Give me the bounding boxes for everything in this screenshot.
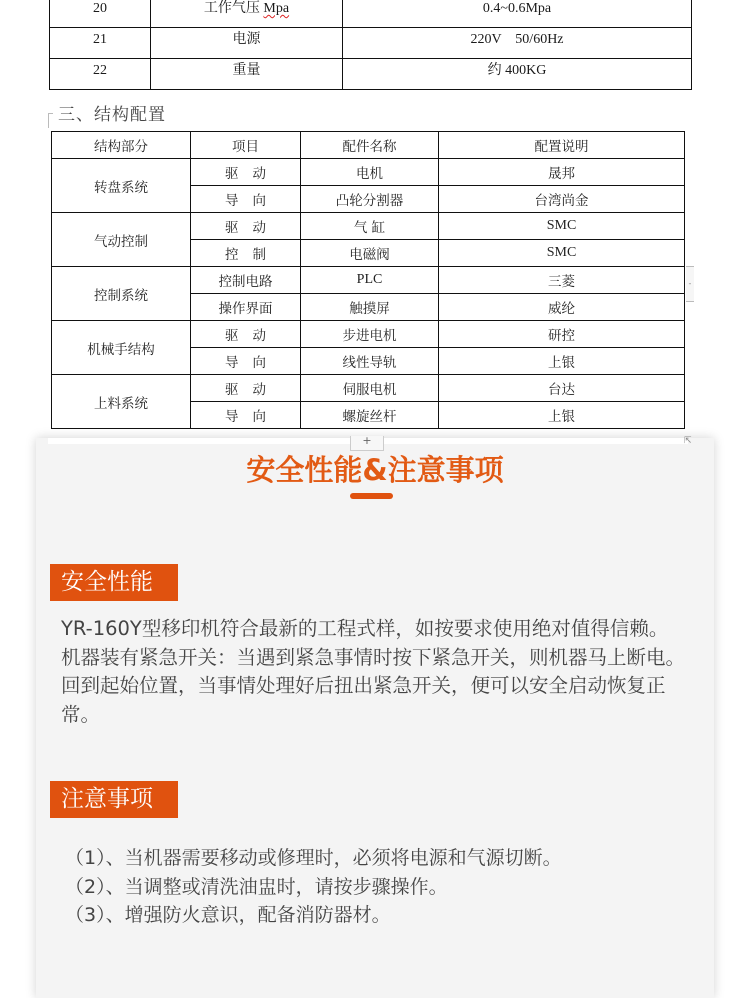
table-row (52, 159, 685, 186)
config-cell: 三菱 (439, 267, 685, 294)
item-cell: 控制电路 (191, 267, 301, 294)
safety-tag: 安全性能 (50, 564, 178, 601)
spec-no: 20 (50, 0, 151, 28)
item-label: 导向 (225, 355, 280, 371)
header-config: 配置说明 (439, 132, 685, 159)
safety-description (61, 615, 701, 729)
item-label: 驱动 (225, 328, 280, 344)
component-cell: 触摸屏 (301, 294, 439, 321)
component-cell: 凸轮分割器 (301, 186, 439, 213)
item-label: 驱动 (225, 382, 280, 398)
part-cell: 机械手结构 (52, 321, 191, 375)
spec-item: 电源 (151, 28, 343, 59)
item-label: 导向 (225, 193, 280, 209)
table-row (50, 0, 692, 28)
notice-list (65, 844, 705, 930)
item-cell (191, 348, 301, 375)
table-row (50, 28, 692, 59)
item-label: 导向 (225, 409, 280, 425)
notice-item: （1）、当机器需要移动或修理时，必须将电源和气源切断。 (65, 847, 562, 869)
item-cell (191, 240, 301, 267)
table-row (52, 375, 685, 402)
safety-paragraph: 机器装有紧急开关：当遇到紧急事情时按下紧急开关，则机器马上断电。回到起始位置，当事情处理好后扭出紧急开关，便可以安全启动恢复正常。 (61, 645, 686, 726)
spec-table (49, 0, 692, 90)
component-cell: 螺旋丝杆 (301, 402, 439, 429)
table-resize-handle-icon[interactable]: ⇱ (684, 436, 692, 446)
item-cell (191, 159, 301, 186)
notice-tag: 注意事项 (50, 781, 178, 818)
item-cell (191, 375, 301, 402)
safety-paragraph: YR-160Y型移印机符合最新的工程式样，如按要求使用绝对值得信赖。 (61, 617, 669, 640)
config-cell: SMC (439, 213, 685, 240)
component-cell: PLC (301, 267, 439, 294)
item-cell (191, 321, 301, 348)
component-cell: 步进电机 (301, 321, 439, 348)
part-cell: 转盘系统 (52, 159, 191, 213)
item-label: 驱动 (225, 220, 280, 236)
item-cell: 操作界面 (191, 294, 301, 321)
header-item: 项目 (191, 132, 301, 159)
component-cell: 电磁阀 (301, 240, 439, 267)
spec-item (151, 0, 343, 28)
item-cell (191, 402, 301, 429)
table-row-handle[interactable]: - (686, 266, 694, 302)
table-row (50, 59, 692, 90)
config-cell: 晟邦 (439, 159, 685, 186)
part-cell: 控制系统 (52, 267, 191, 321)
notice-item: （3）、增强防火意识，配备消防器材。 (65, 904, 391, 926)
config-cell: 上银 (439, 348, 685, 375)
table-row (52, 213, 685, 240)
component-cell: 电机 (301, 159, 439, 186)
spell-check-underline: Mpa (263, 1, 290, 16)
spec-item-label: 工作气压 (203, 1, 264, 16)
table-add-row-button[interactable]: + (350, 436, 384, 451)
config-table (51, 131, 685, 429)
component-cell: 伺服电机 (301, 375, 439, 402)
table-row (52, 267, 685, 294)
header-part: 结构部分 (52, 132, 191, 159)
notice-item: （2）、当调整或清洗油盅时，请按步骤操作。 (65, 875, 448, 898)
config-cell: 台达 (439, 375, 685, 402)
table-header-row (52, 132, 685, 159)
title-underline-bar (350, 493, 393, 499)
spec-no: 22 (50, 59, 151, 90)
spec-value: 220V 50/60Hz (343, 28, 692, 59)
table-row (52, 321, 685, 348)
paragraph-margin-mark (48, 113, 53, 128)
part-cell: 气动控制 (52, 213, 191, 267)
config-cell: 研控 (439, 321, 685, 348)
header-component: 配件名称 (301, 132, 439, 159)
component-cell: 线性导轨 (301, 348, 439, 375)
spec-value: 0.4~0.6Mpa (343, 0, 692, 28)
part-cell: 上料系统 (52, 375, 191, 429)
item-cell (191, 186, 301, 213)
spec-no: 21 (50, 28, 151, 59)
config-cell: 台湾尚金 (439, 186, 685, 213)
section-heading: 三、结构配置 (58, 105, 166, 125)
item-label: 驱动 (225, 166, 280, 182)
item-label: 控制 (225, 247, 280, 263)
card-title: 安全性能&注意事项 (246, 453, 504, 487)
spec-value: 约 400KG (343, 59, 692, 90)
item-cell (191, 213, 301, 240)
component-cell: 气 缸 (301, 213, 439, 240)
config-cell: 上银 (439, 402, 685, 429)
config-cell: 威纶 (439, 294, 685, 321)
spec-item: 重量 (151, 59, 343, 90)
config-cell: SMC (439, 240, 685, 267)
